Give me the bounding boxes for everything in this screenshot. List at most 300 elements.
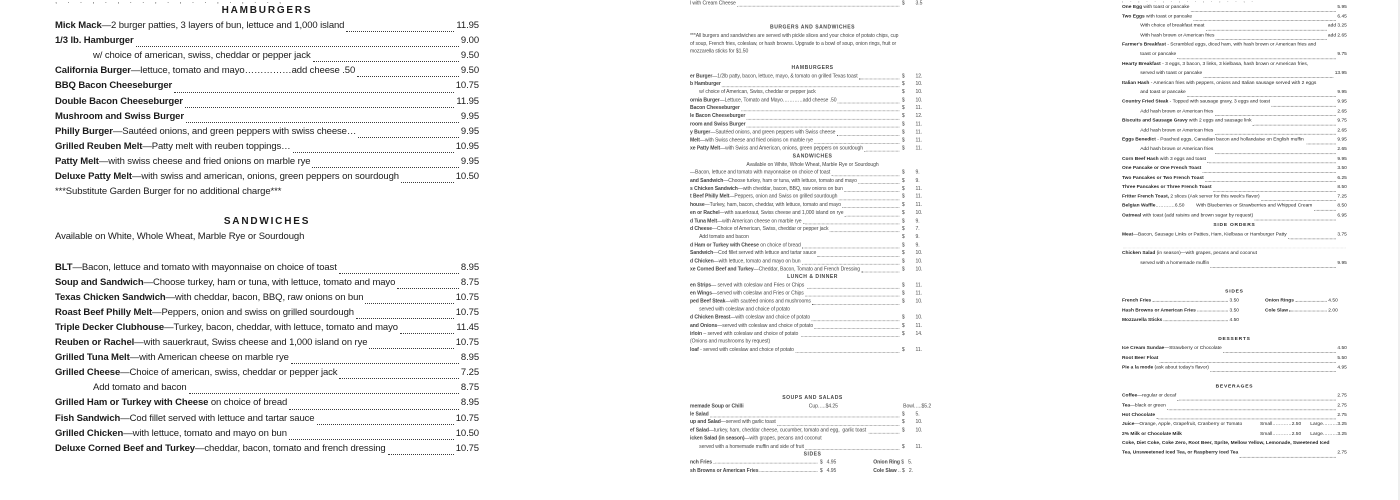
dot-leader (802, 264, 899, 265)
item-name: BLT (55, 261, 73, 273)
item-price: 10.50 (455, 171, 479, 183)
item-name: One Egg (1122, 3, 1143, 10)
item-name: Hot Chocolate (1122, 411, 1156, 417)
item-name: t Beef Philly Melt (690, 193, 730, 200)
item-price: $ 11. (901, 289, 923, 296)
spacer-row (1122, 326, 1347, 335)
item-text: Add hash brown or American fries (1140, 107, 1214, 114)
item-name: Reuben or Rachel (55, 337, 135, 349)
menu-row (1122, 411, 1347, 420)
menu-row (690, 32, 935, 40)
clipped-text: , . . , . , . . , . , . . , . , . . , (55, 0, 286, 5)
item-text: —Choose turkey, ham or tuna, with lettuce, tomato and mayo (143, 276, 396, 288)
dot-leader (357, 76, 459, 77)
menu-row (55, 352, 479, 367)
item-name: Pie a la mode (1122, 363, 1154, 370)
item-price: 2.75 (1337, 411, 1347, 417)
item-text: 2 slices (Ask server for this week's flavor) (1169, 192, 1260, 199)
dot-leader: ………… (1272, 420, 1292, 427)
menu-row (1122, 136, 1347, 145)
item-price: 5.50 (1337, 354, 1347, 361)
menu-row (690, 411, 935, 419)
item-name: Three Pancakes or Three French Toast (1122, 183, 1212, 190)
item-price: 8.75 (460, 276, 479, 288)
item-price: $ 11. (901, 144, 923, 151)
item-text: SOUPS AND SALADS (782, 394, 843, 401)
dot-leader (814, 143, 899, 144)
item-price: 8.75 (460, 382, 479, 394)
menu-row (1122, 202, 1347, 211)
menu-row (1122, 316, 1347, 325)
item-text: —Patty melt with reuben toppings… (142, 140, 291, 152)
item-text: —with cheddar, bacon, BBQ, raw onions on bun (737, 185, 843, 192)
menu-row (1122, 354, 1347, 363)
menu-row (55, 96, 479, 111)
menu-row (690, 48, 935, 56)
menu-row (55, 156, 479, 171)
item-text: —Choice of american, swiss, cheddar or pepper jack (120, 367, 338, 379)
item-price: 11.45 (456, 321, 479, 333)
item-text: $4.25 (825, 402, 838, 409)
item-price: $ 11. (901, 201, 923, 208)
item-text: SANDWICHES (792, 153, 833, 159)
item-price: $ 11. (901, 104, 923, 111)
item-text: —turkey, ham, cheddar cheese, cucumber, tomato and egg, garlic toast (708, 426, 868, 433)
item-name: Philly Burger (55, 125, 113, 137)
dot-leader (1210, 371, 1336, 372)
dot-leader (289, 409, 459, 410)
menu-row (1122, 449, 1347, 458)
item-text: served with toast or pancake (1140, 69, 1203, 76)
item-price: 8.95 (460, 352, 479, 364)
item-text: —Turkey, ham, bacon, cheddar, with lettuce, tomato and mayo (704, 201, 842, 208)
item-text: ***Substitute Garden Burger for no additional charge*** (55, 186, 282, 198)
item-name: Onion Ring (873, 459, 900, 465)
menu-row (690, 258, 935, 266)
item-name: Belgian Waffle (1122, 202, 1156, 209)
faded-line (1122, 240, 1347, 249)
menu-row (690, 306, 935, 314)
dot-leader (136, 46, 459, 47)
item-price: $ 9. (901, 177, 920, 184)
item-text: and toast or pancake (1140, 88, 1186, 95)
item-text: BURGERS AND SANDWICHES (770, 24, 856, 31)
dot-leader (858, 183, 899, 184)
item-text: mozzarella sticks for $1.50 (690, 48, 749, 55)
dot-leader (388, 454, 454, 455)
item-text: (Onions and mushrooms by request) (690, 338, 771, 345)
item-text: —Choice of American, Swiss, cheddar or pepper jack (712, 225, 829, 232)
dot-leader (818, 256, 900, 257)
item-name: memade Soup or Chilli (690, 402, 744, 409)
item-name: Grilled Cheese (55, 367, 121, 379)
menu-row (690, 72, 935, 80)
column (1265, 307, 1338, 313)
menu-row (1122, 297, 1347, 306)
item-price: 6.45 (1337, 12, 1347, 19)
menu-row (1122, 127, 1347, 136)
item-price: 9.00 (460, 35, 479, 47)
item-text: (in season)—with grapes, pecans and coconut (1155, 249, 1257, 256)
spacer-row (690, 56, 935, 64)
menu-row (55, 428, 479, 443)
menu-row (55, 35, 479, 50)
menu-row (55, 141, 479, 156)
item-price: 9.75 (1337, 117, 1347, 123)
item-price: 9.95 (1337, 98, 1347, 104)
dot-leader (401, 182, 454, 183)
item-price: $ 11. (901, 346, 923, 353)
menu-row (1122, 32, 1347, 41)
dot-leader (1295, 301, 1327, 302)
menu-row (1122, 174, 1347, 183)
item-text: —Sautéed onions, and green peppers with swiss cheese… (112, 125, 357, 137)
dot-leader (293, 152, 454, 153)
dot-leader (1211, 267, 1337, 268)
item-text: with toast or pancake (1144, 12, 1193, 19)
dot-leader (369, 348, 453, 349)
item-text: 3.50 (1229, 306, 1239, 313)
item-text: —regular or decaf (1137, 392, 1177, 399)
menu-row (55, 443, 479, 458)
dot-leader (837, 135, 900, 136)
menu-row (690, 193, 935, 201)
dot-leader (356, 318, 454, 319)
item-text: With choice of breakfast meat (1140, 22, 1205, 29)
item-text: - Poached eggs, Canadian bacon and hollandaise on English muffin (1155, 136, 1306, 142)
menu-row (55, 382, 479, 397)
dot-leader (1187, 96, 1336, 97)
item-price: 2.65 (1337, 107, 1347, 114)
item-price: 9.95 (1337, 155, 1347, 161)
spacer-row (55, 201, 479, 216)
menu-row (690, 40, 935, 48)
item-price: 7.25 (1337, 192, 1347, 199)
dot-leader (741, 111, 899, 112)
item-text: —Peppers, onion and Swiss on grilled sourdough (729, 193, 838, 200)
item-text: w/ choice of american, swiss, cheddar or pepper jack (93, 50, 311, 62)
item-text: with 3 eggs and toast (1158, 155, 1207, 161)
item-price: 9.95 (1337, 259, 1347, 266)
item-price: 4.50 (1337, 344, 1347, 351)
menu-row (690, 338, 935, 346)
item-price: $ 12. (901, 72, 923, 79)
dot-leader (1306, 144, 1336, 145)
item-name: Farmer's Breakfast (1122, 41, 1166, 48)
menu-row (690, 121, 935, 129)
item-name: Melt (690, 136, 700, 143)
dot-leader (1178, 58, 1337, 59)
dot-leader (317, 424, 454, 425)
item-text: —with American cheese on marble rye (129, 352, 289, 364)
item-text: with toast or pancake (1142, 3, 1190, 10)
item-name: Corn Beef Hash (1122, 155, 1159, 161)
item-text: 4.50 (1328, 297, 1338, 304)
dot-leader (1253, 125, 1336, 126)
dot-leader (795, 352, 899, 353)
item-name: BBQ Bacon Cheeseburger (55, 80, 173, 92)
dot-leader (737, 6, 899, 7)
dot-leader (1289, 311, 1327, 312)
item-price: $ 11. (901, 128, 923, 135)
dot-leader (365, 303, 453, 304)
item-price: 11.95 (456, 20, 479, 32)
item-text: —Strawberry or Chocolate (1164, 344, 1222, 351)
item-price: 8.50 (1337, 202, 1347, 209)
item-price: 5.95 (1337, 3, 1347, 10)
item-text: - American fries with peppers, onions and Italian sausage served with 2 eggs (1149, 79, 1317, 85)
dot-leader (747, 119, 900, 120)
menu-row (1122, 392, 1347, 401)
item-text: —Peppers, onion and swiss on grilled sourdough (152, 306, 354, 318)
item-text: Add tomato and bacon (93, 382, 187, 394)
item-name: b Hamburger (690, 80, 721, 87)
menu-row (55, 277, 479, 292)
menu-row (690, 177, 935, 185)
menu-row (1122, 307, 1347, 316)
item-text: 6.50 (1174, 202, 1185, 209)
dot-leader (1215, 153, 1336, 154)
menu-row (55, 80, 479, 95)
item-text: of soup, French fries, coleslaw, or hash browns. Upgrade to a bowl of soup, onion rings, fruit or (690, 40, 897, 47)
item-price: $ 5. (901, 410, 920, 417)
dot-leader (1164, 320, 1229, 321)
item-price: 9.50 (460, 65, 479, 77)
item-name: Roast Beef Philly Melt (55, 306, 153, 318)
menu-row (1122, 41, 1347, 50)
item-text: Large (1310, 420, 1323, 427)
item-price: 3.75 (1337, 230, 1347, 237)
column (873, 459, 935, 465)
menu-row (55, 126, 479, 141)
item-text: —with Swiss and American, onions, green peppers on sourdough (720, 144, 864, 151)
menu-row (690, 201, 935, 209)
menu-row (690, 419, 935, 427)
item-name: Grilled Chicken (55, 427, 124, 439)
item-text: SIDES (1225, 287, 1244, 294)
item-price: 10.75 (455, 291, 479, 303)
item-name: d Tuna Melt (690, 217, 718, 224)
item-name: Oatmeal (1122, 211, 1142, 218)
menu-row (690, 467, 935, 475)
item-price: 3.50 (1337, 164, 1347, 171)
dot-leader (339, 378, 458, 379)
section-header (690, 274, 935, 282)
menu-row (1122, 402, 1347, 411)
item-price: $ 10. (901, 298, 923, 304)
menu-row (690, 137, 935, 145)
item-price: $ 11. (901, 281, 923, 288)
dot-leader: ………… (1155, 202, 1175, 209)
dot-leader (811, 320, 899, 321)
item-price: 8.95 (460, 397, 479, 409)
item-text: with toast (add raisins and brown sugar by request) (1141, 211, 1254, 218)
menu-row (1122, 22, 1347, 31)
item-text: served with coleslaw and choice of potato (699, 306, 790, 312)
item-text: —lettuce, tomato and mayo (130, 65, 245, 77)
item-text: 2.50 (1291, 420, 1302, 427)
menu-row (55, 65, 479, 80)
menu-row (1122, 364, 1347, 373)
item-text: —Bacon, Sausage Links or Patties, Ham, Kielbasa or Hamburger Patty (1133, 230, 1287, 237)
item-text: 3.50 (1229, 297, 1239, 304)
dot-leader (803, 224, 899, 225)
item-price: 9.50 (460, 50, 479, 62)
clipped-text: , . , . . , . , . . , . , . . , . (1122, 0, 1256, 4)
menu-row (690, 314, 935, 322)
spacer-row (55, 247, 479, 262)
item-price: 10.75 (455, 306, 479, 318)
item-price: 2.75 (1337, 392, 1347, 399)
dot-leader (1288, 238, 1336, 239)
dot-leader (1167, 409, 1336, 410)
item-text: w/ choice of American, Swiss, cheddar or pepper jack (699, 88, 816, 95)
item-price: $ 9. (901, 169, 920, 175)
menu-row (690, 322, 935, 330)
dot-leader (1213, 191, 1336, 192)
dot-leader (814, 328, 899, 329)
item-text: — served with coleslaw and Fries or Chips (711, 281, 806, 288)
item-name: Italian Hash (1122, 79, 1150, 85)
dot-leader (313, 61, 459, 62)
menu-row (690, 226, 935, 234)
item-name: Soup and Sandwich (55, 276, 144, 288)
item-name: Onion Rings (1265, 297, 1294, 304)
dot-leader (1203, 172, 1337, 173)
item-text: —with cheddar, bacon, BBQ, raw onions on bun (165, 291, 364, 303)
menu-row (690, 346, 935, 354)
item-name: Cole Slaw (1265, 306, 1289, 313)
item-name: Texas Chicken Sandwich (55, 291, 166, 303)
menu-row (690, 169, 935, 177)
item-text: toast or pancake (1140, 50, 1177, 57)
item-name: Fish Sandwich (55, 412, 121, 424)
menu-row (690, 161, 935, 169)
dot-leader (397, 288, 459, 289)
item-text: —with sauerkraut, Swiss cheese and 1,000 island on rye (719, 209, 844, 216)
menu-row (1122, 108, 1347, 117)
item-price: 2.65 (1337, 145, 1347, 152)
menu-row (690, 242, 935, 250)
item-name: 1/3 lb. Hamburger (55, 35, 134, 47)
menu-row (55, 307, 479, 322)
dot-leader: ………… (1272, 430, 1292, 436)
item-price: 10.75 (455, 337, 479, 349)
item-name: sh Browns or American Fries (690, 467, 759, 474)
dot-leader (1156, 419, 1336, 420)
menu-row (55, 50, 479, 65)
menu-row (690, 97, 935, 105)
dot-leader (812, 304, 899, 305)
item-text: 3.25 (1337, 420, 1347, 427)
dot-leader (1153, 301, 1229, 302)
dot-leader (174, 92, 454, 93)
item-price: $ 9. (901, 241, 920, 248)
dot-leader (1204, 77, 1334, 78)
item-price: $ 10. (901, 88, 923, 95)
item-name: Triple Decker Clubhouse (55, 321, 165, 333)
menu-row (1122, 60, 1347, 69)
item-name: d Cheese (690, 225, 713, 232)
item-text: - 3 eggs, 3 bacon, 3 links, 3 kielbasa, hash brown or American fries, (1160, 60, 1309, 67)
item-text: HAMBURGERS (791, 64, 834, 71)
item-text: DESSERTS (1218, 335, 1251, 342)
dot-leader (839, 199, 900, 200)
item-name: en or Rachel (690, 209, 720, 216)
item-name: room and Swiss Burger (690, 120, 746, 127)
spacer-row (1122, 269, 1347, 288)
item-text: —Bacon, lettuce and tomato with mayonnaise on choice of toast (690, 169, 831, 175)
dot-leader (760, 471, 817, 472)
dot-leader (722, 87, 899, 88)
section-header (1122, 335, 1347, 344)
item-text: Bowl (903, 402, 914, 409)
item-name: d Chicken Breast (690, 314, 731, 320)
item-text: —with Swiss cheese and fried onions on marble rye (699, 136, 814, 143)
item-price: 9.95 (1337, 88, 1347, 95)
menu-row (690, 81, 935, 89)
menu-row (1122, 117, 1347, 126)
menu-row (55, 171, 479, 186)
item-text: —cheddar, bacon, tomato and french dressing (195, 442, 386, 454)
menu-row (55, 292, 479, 307)
menu-row (690, 217, 935, 225)
item-price: $ 11. (901, 136, 923, 143)
item-name: Fritter French Toast, (1122, 192, 1170, 199)
menu-row (1122, 430, 1347, 439)
dot-leader (1193, 20, 1336, 21)
menu-row (690, 435, 935, 443)
item-text: - Topped with sausage gravy, 3 eggs and toast (1168, 98, 1271, 104)
item-text: BEVERAGES (1215, 382, 1254, 389)
item-text: —1/2lb patty, bacon, lettuce, mayo, & tomato on grilled Texas toast (712, 72, 858, 79)
dot-leader (312, 167, 458, 168)
menu-row (55, 367, 479, 382)
item-name: Chicken Salad (1122, 249, 1156, 256)
menu-row (55, 20, 479, 35)
menu-row (55, 262, 479, 277)
item-text: —served with coleslaw and choice of potato (717, 322, 814, 329)
item-name: Two Eggs (1122, 12, 1145, 19)
menu-row (690, 89, 935, 97)
dot-leader (1223, 352, 1336, 353)
menu-row (1122, 421, 1347, 430)
menu-row (1122, 51, 1347, 60)
item-text: SANDWICHES (223, 216, 311, 228)
item-name: Two Pancakes or Two French Toast (1122, 173, 1204, 180)
dot-leader (1215, 134, 1336, 135)
item-name: Mushroom and Swiss Burger (55, 110, 184, 122)
dot-leader (830, 232, 900, 233)
item-price: $ 11. (901, 185, 923, 192)
dot-leader (1207, 163, 1336, 164)
item-text: Small (1260, 420, 1273, 427)
menu-row (55, 322, 479, 337)
dot-leader (1261, 201, 1336, 202)
menu-row (55, 111, 479, 126)
menu-row (55, 186, 479, 201)
item-name: Tea (1122, 401, 1131, 408)
menu-row (1122, 3, 1347, 12)
menu-row (55, 337, 479, 352)
menu-row (55, 397, 479, 412)
item-text: HAMBURGERS (221, 5, 313, 16)
item-price: 6.95 (1337, 211, 1347, 218)
menu-row (690, 330, 935, 338)
spacer-row (1122, 373, 1347, 382)
menu-row (1122, 146, 1347, 155)
menu-row (690, 459, 935, 467)
